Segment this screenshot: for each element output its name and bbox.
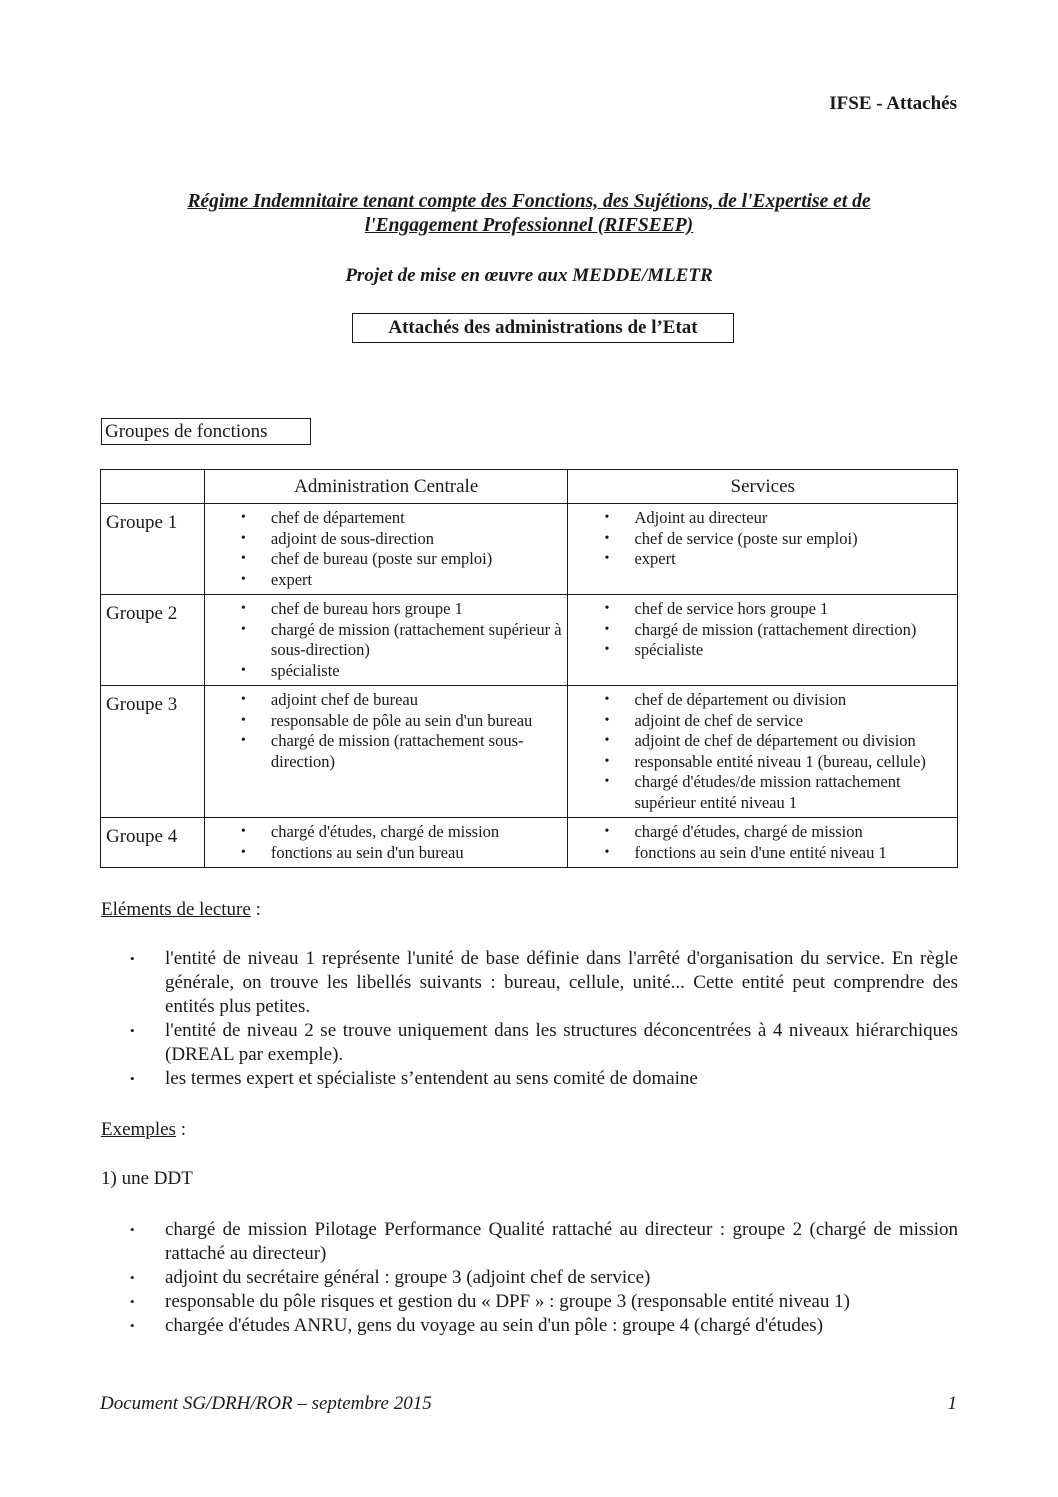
list-item: • responsable du pôle risques et gestion du « DPF » : groupe 3 (responsable entité niveau 1) (101, 1290, 958, 1314)
function-groups-table (100, 469, 958, 868)
header-services: Services (568, 470, 958, 504)
services-cell (568, 818, 958, 868)
list-item: • adjoint chef de bureau (205, 690, 564, 711)
title-line-1: Régime Indemnitaire tenant compte des Fonctions, des Sujétions, de l'Expertise et de (187, 191, 871, 212)
list-item: • fonctions au sein d'une entité niveau 1 (568, 843, 953, 864)
list-item: • adjoint de sous-direction (205, 529, 564, 550)
list-item: • fonctions au sein d'un bureau (205, 843, 564, 864)
list-item: • expert (205, 570, 564, 591)
list-item: • l'entité de niveau 2 se trouve uniquement dans les structures déconcentrées à 4 niveaux hiérarchiques (DREAL par exemple). (101, 1019, 958, 1067)
list-item: • chef de service hors groupe 1 (568, 599, 953, 620)
list-item: • Adjoint au directeur (568, 508, 953, 529)
header-central: Administration Centrale (204, 470, 568, 504)
table-header-row (101, 470, 958, 504)
table-row (101, 686, 958, 818)
reading-heading (101, 899, 261, 921)
header-empty-cell (101, 470, 205, 504)
reading-list (101, 947, 958, 1091)
examples-heading (101, 1119, 186, 1141)
list-item: • chargé de mission (rattachement sous-direction) (205, 731, 564, 772)
group-name: Groupe 2 (101, 595, 205, 686)
list-item: • expert (568, 549, 953, 570)
list-item: • chargé de mission Pilotage Performance Qualité rattaché au directeur : groupe 2 (chargé de mission rattaché au directeur) (101, 1218, 958, 1266)
example-case-label: 1) une DDT (101, 1168, 193, 1189)
list-item: • chef de bureau (poste sur emploi) (205, 549, 564, 570)
list-item: • chargé d'études/de mission rattachement supérieur entité niveau 1 (568, 772, 953, 813)
list-item: • chef de département ou division (568, 690, 953, 711)
list-item: • chargé d'études, chargé de mission (205, 822, 564, 843)
list-item: • responsable entité niveau 1 (bureau, cellule) (568, 752, 953, 773)
list-item: • chargé de mission (rattachement direction) (568, 620, 953, 641)
groups-label-box: Groupes de fonctions (101, 418, 311, 445)
services-cell (568, 595, 958, 686)
list-item: • chargé de mission (rattachement supérieur à sous-direction) (205, 620, 564, 661)
list-item: • chef de département (205, 508, 564, 529)
services-cell (568, 504, 958, 595)
document-subtitle: Projet de mise en œuvre aux MEDDE/MLETR (345, 265, 713, 286)
central-cell (204, 504, 568, 595)
examples-list (101, 1218, 958, 1338)
list-item: • chef de bureau hors groupe 1 (205, 599, 564, 620)
title-line-2: l'Engagement Professionnel (RIFSEEP) (364, 215, 694, 236)
list-item: • responsable de pôle au sein d'un bureau (205, 711, 564, 732)
group-name: Groupe 1 (101, 504, 205, 595)
central-cell (204, 595, 568, 686)
table-row (101, 504, 958, 595)
table-row (101, 595, 958, 686)
list-item: • adjoint de chef de département ou division (568, 731, 953, 752)
examples-heading-text: Exemples (101, 1119, 176, 1140)
list-item: • adjoint du secrétaire général : groupe 3 (adjoint chef de service) (101, 1266, 958, 1290)
list-item: • l'entité de niveau 1 représente l'unité de base définie dans l'arrêté d'organisation du service. En règle générale, on trouve les libellés suivants : bureau, cellule, unité... Cette entité peut comprendre des entités plus petites. (101, 947, 958, 1019)
list-item: • adjoint de chef de service (568, 711, 953, 732)
list-item: • chargé d'études, chargé de mission (568, 822, 953, 843)
table-row (101, 818, 958, 868)
group-name: Groupe 3 (101, 686, 205, 818)
page-number: 1 (947, 1393, 957, 1414)
reading-heading-suffix: : (250, 899, 261, 920)
list-item: • chargée d'études ANRU, gens du voyage au sein d'un pôle : groupe 4 (chargé d'études) (101, 1314, 958, 1338)
document-tag: IFSE - Attachés (829, 93, 957, 114)
services-cell (568, 686, 958, 818)
central-cell (204, 686, 568, 818)
central-cell (204, 818, 568, 868)
list-item: • spécialiste (568, 640, 953, 661)
list-item: • chef de service (poste sur emploi) (568, 529, 953, 550)
footer-document-ref: Document SG/DRH/ROR – septembre 2015 (100, 1393, 432, 1414)
reading-heading-text: Eléments de lecture (101, 899, 251, 920)
list-item: • les termes expert et spécialiste s’entendent au sens comité de domaine (101, 1067, 958, 1091)
group-name: Groupe 4 (101, 818, 205, 868)
document-title (100, 190, 958, 238)
boxed-title: Attachés des administrations de l’Etat (352, 313, 734, 343)
list-item: • spécialiste (205, 661, 564, 682)
examples-heading-suffix: : (175, 1119, 186, 1140)
